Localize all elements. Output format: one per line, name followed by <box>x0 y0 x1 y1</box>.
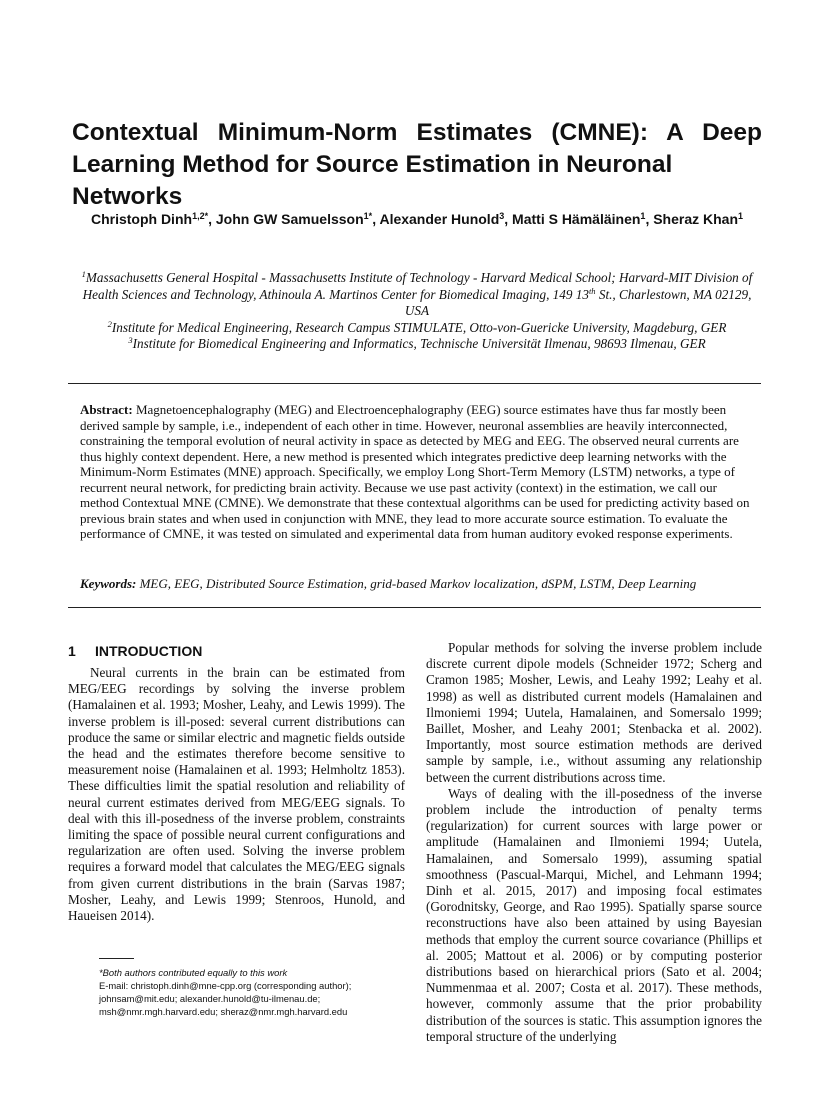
paper-title <box>72 117 762 213</box>
affiliation-text-tail: St., Charlestown, MA 02129, USA <box>404 286 752 318</box>
affiliation-2 <box>72 320 762 337</box>
left-column <box>68 665 405 924</box>
author-name: Matti S Hämäläinen <box>512 211 641 227</box>
affiliation-text: Massachusetts General Hospital - Massachusetts Institute of Technology - Harvard Medical School; Harvard-MIT Division of Health Sciences and Technology, Athinoula A. Martinos Center for Biomedical Imaging, 149 13 <box>82 270 753 302</box>
author-name: John GW Samuelsson <box>215 211 364 227</box>
top-divider <box>68 383 761 384</box>
affiliation-text: Institute for Biomedical Engineering and Informatics, Technische Universität Ilmenau, 98693 Ilmenau, GER <box>132 336 706 351</box>
bottom-divider <box>68 607 761 608</box>
ordinal-suffix: th <box>588 285 596 296</box>
affiliation-text: Institute for Medical Engineering, Research Campus STIMULATE, Otto-von-Guericke University, Magdeburg, GER <box>111 319 727 335</box>
affiliation-1 <box>72 270 762 320</box>
author-separator: , <box>372 211 380 227</box>
title-line-2: Learning Method for Source Estimation in Neuronal Networks <box>72 151 673 210</box>
title-line-1: Contextual Minimum-Norm Estimates (CMNE): A Deep <box>72 119 762 146</box>
author-name: Alexander Hunold <box>379 211 500 227</box>
affiliation-mark: 2 <box>107 318 112 329</box>
footnote-equal-contribution: *Both authors contributed equally to this work <box>99 967 288 978</box>
author-separator: , <box>504 211 513 227</box>
footnote-email-line: E-mail: christoph.dinh@mne-cpp.org (corresponding author); <box>99 980 352 991</box>
author-affiliation-mark: 1,2* <box>192 211 209 221</box>
footnote-email-line: msh@nmr.mgh.harvard.edu; sheraz@nmr.mgh.harvard.edu <box>99 1006 348 1017</box>
abstract-text: Magnetoencephalography (MEG) and Electroencephalography (EEG) source estimates have thus far mostly been derived sample by sample, i.e., independent of each other in time. However, neuronal assemblies are heavily interconnected, constraining the temporal evolution of neural activity in space as detected by MEG and EEG. The observed neural currents are thus highly context dependent. Here, a new method is presented which integrates predictive deep learning networks with the Minimum-Norm Estimates (MNE) approach. Specifically, we employ Long Short-Term Memory (LSTM) networks, a type of recurrent neural network, for predicting brain activity. Because we use past activity (context) in the estimation, we call our method Contextual MNE (CMNE). We demonstrate that these contextual algorithms can be used for predicting activity based on previous brain states and when used in conjunction with MNE, they lead to more accurate source estimation. To evaluate the performance of CMNE, it was tested on simulated and experimental data from human auditory evoked response experiments. <box>80 402 750 541</box>
author-affiliation-mark: 3 <box>499 211 505 221</box>
section-title: INTRODUCTION <box>95 643 203 659</box>
author-separator: , <box>208 211 216 227</box>
author-affiliation-mark: 1 <box>738 211 744 221</box>
paragraph: Neural currents in the brain can be estimated from MEG/EEG recordings by solving the inverse problem (Hamalainen et al. 1993; Mosher, Leahy, and Lewis 1999). The inverse problem is ill-posed: several current distributions can produce the same or similar electric and magnetic fields outside the head and the estimates therefore become sensitive to measurement noise (Hamalainen et al. 1993; Helmholtz 1853). These difficulties limit the spatial resolution and reliability of neural current estimates derived from MEG/EEG signals. To deal with this ill-posedness of the inverse problem, constraints limiting the space of possible neural current configurations and regularization are often used. Solving the inverse problem requires a forward model that calculates the MEG/EEG signals from given current distributions in the brain (Sarvas 1987; Mosher, Leahy, and Lewis 1999; Stenroos, Hunold, and Haueisen 2014). <box>68 665 405 924</box>
keywords-label: Keywords: <box>80 576 137 591</box>
paragraph: Popular methods for solving the inverse problem include discrete current dipole models (Schneider 1972; Scherg and Cramon 1985; Mosher, Lewis, and Leahy 1992; Leahy et al. 1998) as well as distributed current models (Hamalainen and Ilmoniemi 1994; Uutela, Hamalainen, and Somersalo 1999; Baillet, Mosher, and Leahy 2001; Stenbacka et al. 2002). Importantly, most source estimation methods are derived sample by sample, i.e., without assuming any relationship between the current distributions across time. <box>426 640 762 785</box>
author-name: Sheraz Khan <box>653 211 739 227</box>
abstract-label: Abstract: <box>80 402 133 417</box>
author-affiliation-mark: 1 <box>640 211 646 221</box>
affiliation-mark: 1 <box>81 269 86 279</box>
keywords <box>80 576 750 592</box>
affiliations <box>72 270 762 353</box>
footnote-divider <box>99 958 134 959</box>
author-separator: , <box>645 211 654 227</box>
footnote <box>99 966 419 1018</box>
author-affiliation-mark: 1* <box>363 211 373 221</box>
section-heading <box>68 642 202 660</box>
footnote-email-line: johnsam@mit.edu; alexander.hunold@tu-ilmenau.de; <box>99 993 321 1004</box>
abstract <box>80 402 750 542</box>
affiliation-mark: 3 <box>128 335 133 345</box>
keywords-text: MEG, EEG, Distributed Source Estimation, grid-based Markov localization, dSPM, LSTM, Deep Learning <box>136 576 697 591</box>
paragraph: Ways of dealing with the ill-posedness of the inverse problem include the introduction of penalty terms (regularization) for current sources with large power or amplitude (Hamalainen and Ilmoniemi 1994; Uutela, Hamalainen, and Somersalo 1999), assuming spatial smoothness (Pascual-Marqui, Michel, and Lehmann 1994; Dinh et al. 2015, 2017) and imposing focal estimates (Gorodnitsky, George, and Rao 1995). Spatially sparse source reconstructions have also been attained by using Bayesian methods that employ the current source covariance (Phillips et al. 2005; Mattout et al. 2006) or by computing posterior distributions based on hierarchical priors (Sato et al. 2004; Nummenmaa et al. 2007; Costa et al. 2017). These methods, however, commonly assume that the prior probability distribution of the sources is static. This assumption ignores the temporal structure of the underlying <box>426 785 762 1044</box>
right-column <box>426 640 762 1045</box>
author-list <box>72 209 762 230</box>
affiliation-3 <box>72 336 762 353</box>
section-number: 1 <box>68 643 76 659</box>
author-name: Christoph Dinh <box>90 211 193 227</box>
